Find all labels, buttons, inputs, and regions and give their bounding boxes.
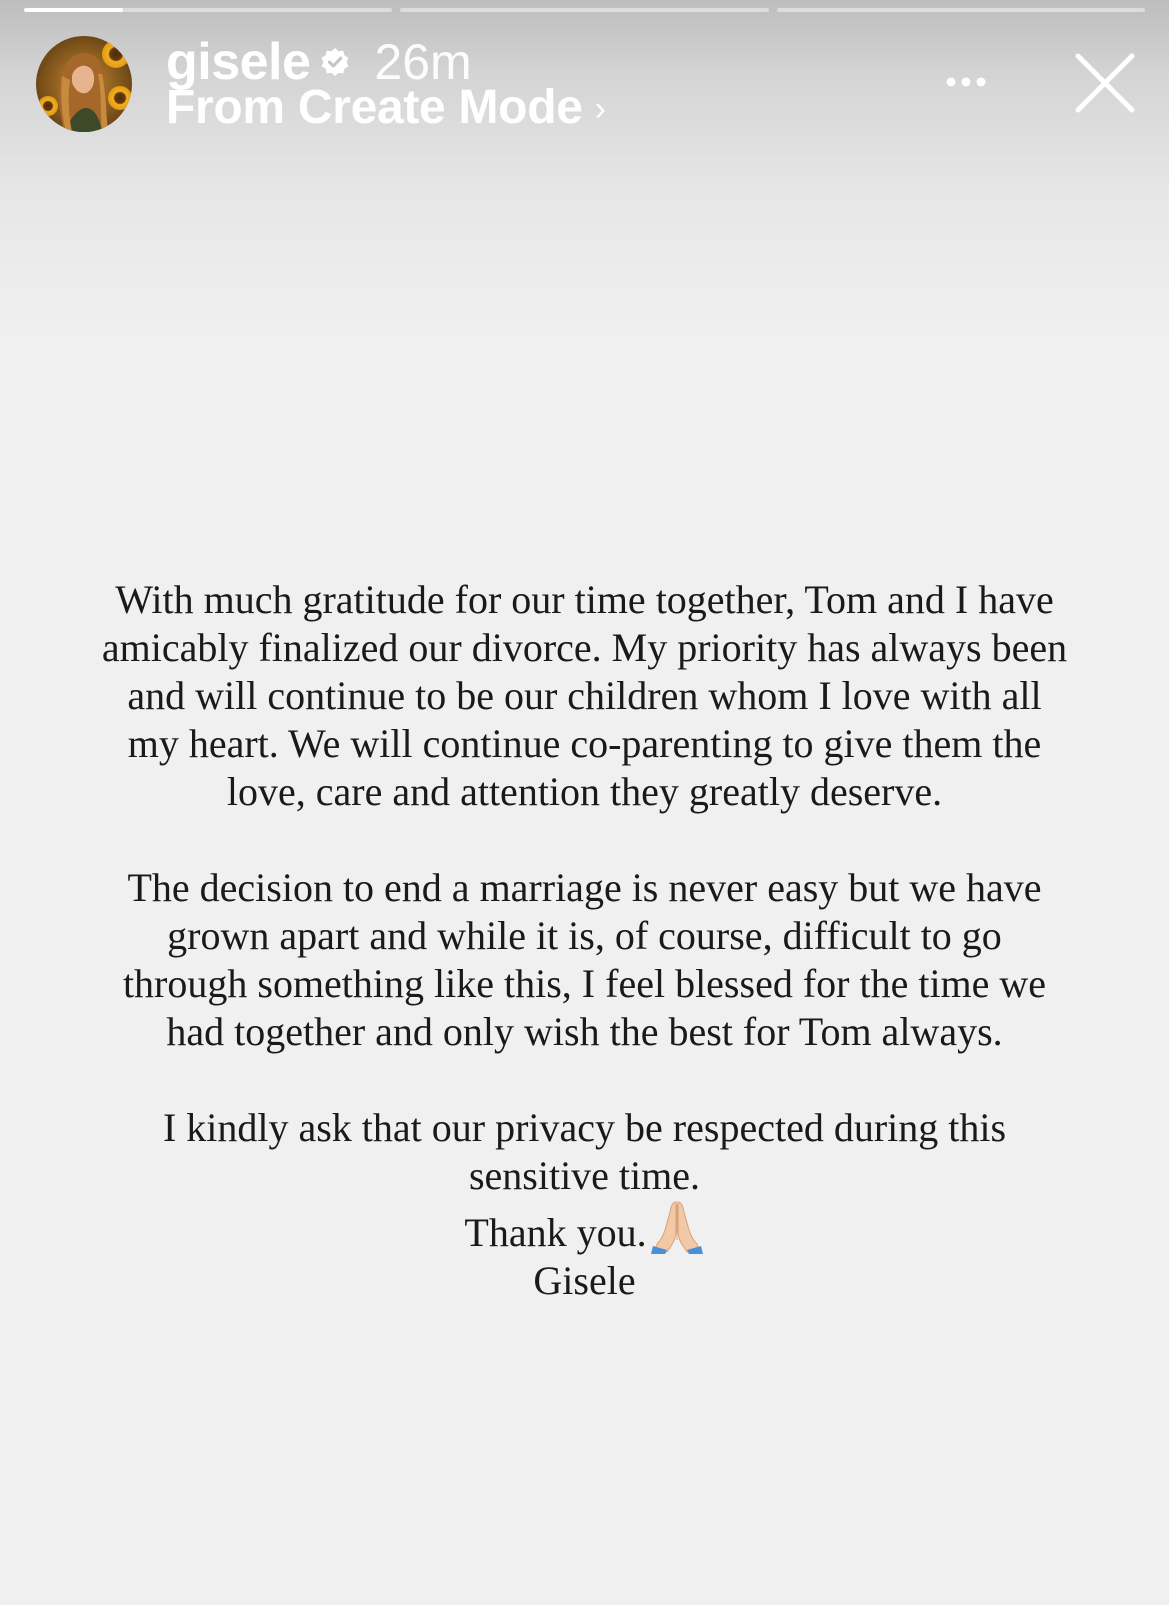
statement-paragraph: The decision to end a marriage is never easy but we have grown apart and while it is, of course, difficult to go through something like this, I feel blessed for the time we had together and only wish the best for Tom always. xyxy=(122,865,1047,1054)
close-icon xyxy=(1072,50,1138,116)
story-timestamp: 26m xyxy=(374,34,472,90)
signature: Gisele xyxy=(533,1258,636,1303)
chevron-right-icon: › xyxy=(594,89,606,128)
more-horizontal-icon xyxy=(936,56,996,96)
statement-closing xyxy=(100,1104,1069,1305)
story-header xyxy=(0,0,1169,140)
avatar[interactable] xyxy=(36,36,132,132)
story-statement xyxy=(100,576,1069,1305)
statement-paragraph: I kindly ask that our privacy be respected during this sensitive time. xyxy=(162,1105,1007,1198)
avatar-image xyxy=(36,36,132,132)
create-mode-link[interactable] xyxy=(166,80,606,134)
verified-badge-icon xyxy=(320,47,350,77)
username[interactable]: gisele xyxy=(166,33,311,91)
praying-hands-icon xyxy=(649,1200,705,1254)
thanks-line xyxy=(100,1200,1069,1257)
thanks-text: Thank you. xyxy=(464,1210,647,1255)
source-label: From Create Mode xyxy=(166,80,583,134)
more-options-button[interactable] xyxy=(936,56,996,96)
statement-paragraph: With much gratitude for our time together, Tom and I have amicably finalized our divorce. My priority has always been and will continue to be our children whom I love with all my heart. We will continue co-parenting to give them the love, care and attention they greatly deserve. xyxy=(101,577,1068,814)
close-button[interactable] xyxy=(1072,50,1138,116)
